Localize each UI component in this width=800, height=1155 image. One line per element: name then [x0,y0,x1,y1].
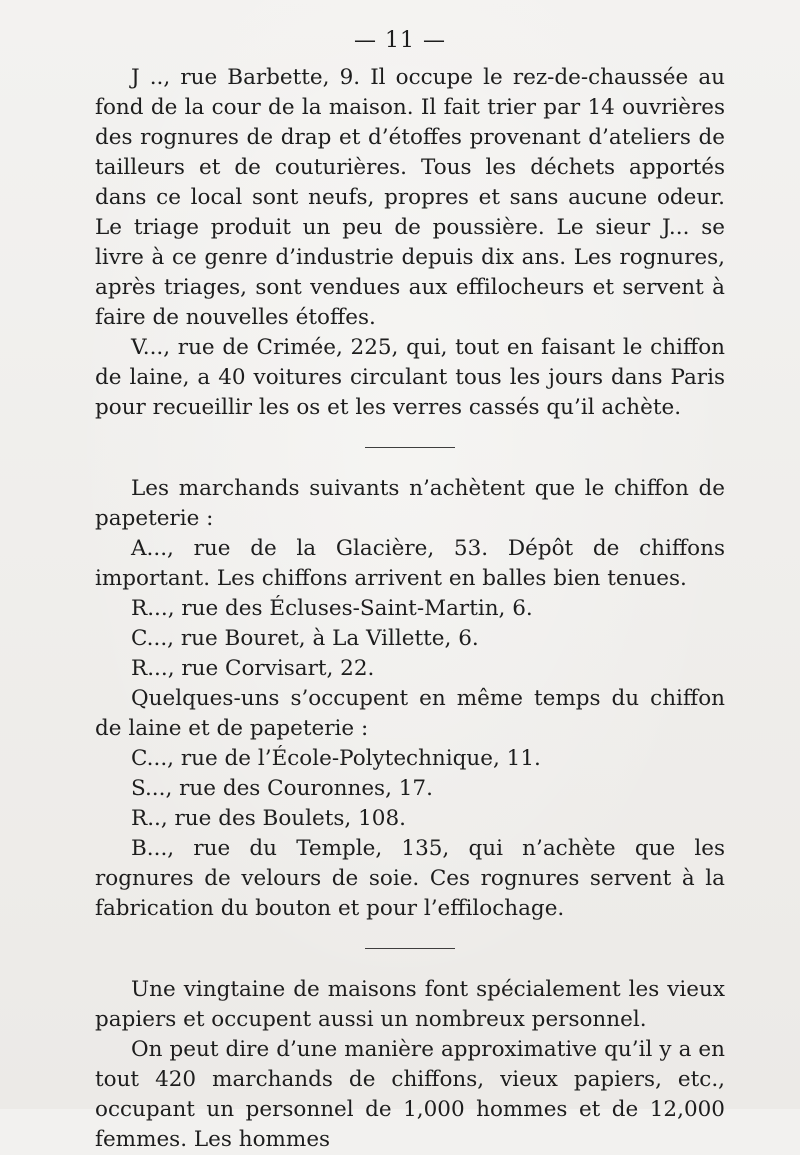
list-item-c-bouret: C..., rue Bouret, à La Villette, 6. [131,626,479,651]
paragraph-8: Quelques-uns s’occupent en même temps du chiffon de laine et de papeterie : [95,686,725,741]
section-divider-2 [365,948,455,949]
list-item-s-couronnes: S..., rue des Couronnes, 17. [131,776,433,801]
list-item-r-boulets: R.., rue des Boulets, 108. [131,806,406,831]
paragraph-13: Une vingtaine de maisons font spécialement les vieux papiers et occupent aussi un nombreux personnel. [95,977,725,1032]
list-item-r-corvisart: R..., rue Corvisart, 22. [131,656,375,681]
list-item-c-ecole: C..., rue de l’École-Polytechnique, 11. [131,746,541,771]
document-text [95,63,725,1155]
list-item-r-ecluses: R..., rue des Écluses-Saint-Martin, 6. [131,596,533,621]
page-number: — 11 — [354,28,446,53]
paragraph-2: V..., rue de Crimée, 225, qui, tout en faisant le chiffon de laine, a 40 voitures circulant tous les jours dans Paris pour recueillir les os et les verres cassés qu’il achète. [95,335,725,420]
paragraph-4: A..., rue de la Glacière, 53. Dépôt de chiffons important. Les chiffons arrivent en balles bien tenues. [95,536,725,591]
paragraph-12: B..., rue du Temple, 135, qui n’achète que les rognures de velours de soie. Ces rognures servent à la fabrication du bouton et pour l’effilochage. [95,836,725,921]
section-divider-1 [365,447,455,448]
paragraph-14: On peut dire d’une manière approximative qu’il y a en tout 420 marchands de chiffons, vieux papiers, etc., occupant un personnel de 1,000 hommes et de 12,000 femmes. Les hommes [95,1037,725,1152]
paragraph-3: Les marchands suivants n’achètent que le chiffon de papeterie : [95,476,725,531]
paragraph-1: J .., rue Barbette, 9. Il occupe le rez-de-chaussée au fond de la cour de la maison. Il fait trier par 14 ouvrières des rognures de drap et d’étoffes provenant d’ateliers de tailleurs et de couturières. Tous les déchets apportés dans ce local sont neufs, propres et sans aucune odeur. Le triage produit un peu de poussière. Le sieur J... se livre à ce genre d’industrie depuis dix ans. Les rognures, après triages, sont vendues aux effilocheurs et servent à faire de nouvelles étoffes. [95,65,725,330]
